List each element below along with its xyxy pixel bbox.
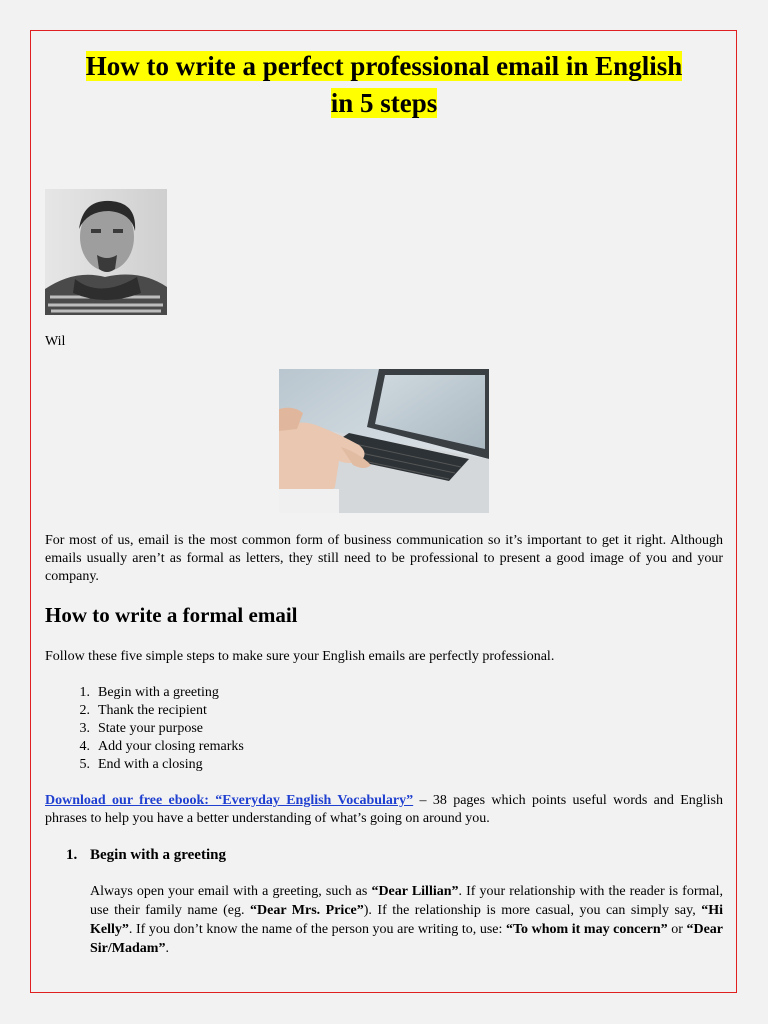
greeting-text: . If your relationship with the reader is formal, use their family name (eg. bbox=[90, 884, 724, 918]
step-number: 1. bbox=[79, 685, 90, 700]
title-line-1: How to write a perfect professional email in English bbox=[85, 51, 683, 81]
list-item bbox=[45, 720, 244, 738]
greeting-text: . If you don’t know the name of the person you are writing to, use: bbox=[128, 922, 506, 937]
greeting-example: “Dear Mrs. Price” bbox=[250, 903, 364, 918]
step1-heading-text: Begin with a greeting bbox=[90, 847, 226, 863]
greeting-text: ). If the relationship is more casual, you can simply say, bbox=[363, 903, 702, 918]
steps-intro: Follow these five simple steps to make sure your English emails are perfectly professional. bbox=[45, 649, 555, 664]
list-item bbox=[45, 738, 244, 756]
intro-paragraph: For most of us, email is the most common form of business communication so it’s important to get it right. Although emails usually aren’t as formal as letters, they still need to be professional to present a good image of you and your company. bbox=[45, 533, 723, 584]
step-number: 2. bbox=[79, 703, 90, 718]
step-text: End with a closing bbox=[98, 757, 203, 772]
list-item bbox=[45, 684, 244, 702]
step-text: Begin with a greeting bbox=[98, 685, 219, 700]
step-text: State your purpose bbox=[98, 721, 203, 736]
step1-heading bbox=[66, 847, 226, 864]
greeting-paragraph bbox=[90, 882, 723, 958]
author-photo bbox=[45, 189, 167, 315]
step-text: Thank the recipient bbox=[98, 703, 207, 718]
ebook-download-link[interactable]: Download our free ebook: “Everyday English Vocabulary” bbox=[45, 793, 414, 808]
author-name: Wil bbox=[45, 334, 66, 349]
greeting-text: Always open your email with a greeting, such as bbox=[90, 884, 372, 899]
step-number: 4. bbox=[79, 739, 90, 754]
greeting-example: “Hi Kelly” bbox=[90, 903, 723, 937]
greeting-text: . bbox=[165, 941, 169, 956]
title-line-2: in 5 steps bbox=[330, 88, 438, 118]
ebook-paragraph bbox=[45, 792, 723, 828]
section-heading: How to write a formal email bbox=[45, 603, 298, 627]
list-item bbox=[45, 702, 244, 720]
ebook-description: – 38 pages which points useful words and English phrases to help you have a better understanding of what’s going on around you. bbox=[45, 793, 723, 826]
page-title bbox=[40, 48, 728, 122]
greeting-example: “To whom it may concern” bbox=[505, 922, 668, 937]
step1-heading-number: 1. bbox=[66, 847, 78, 863]
greeting-example: “Dear Sir/Madam” bbox=[90, 922, 724, 956]
greeting-text: or bbox=[667, 922, 687, 937]
greeting-example: “Dear Lillian” bbox=[371, 884, 459, 899]
steps-list bbox=[45, 684, 244, 774]
list-item bbox=[45, 756, 244, 774]
step-text: Add your closing remarks bbox=[98, 739, 244, 754]
step-number: 5. bbox=[79, 757, 90, 772]
step-number: 3. bbox=[79, 721, 90, 736]
laptop-photo bbox=[279, 369, 489, 513]
